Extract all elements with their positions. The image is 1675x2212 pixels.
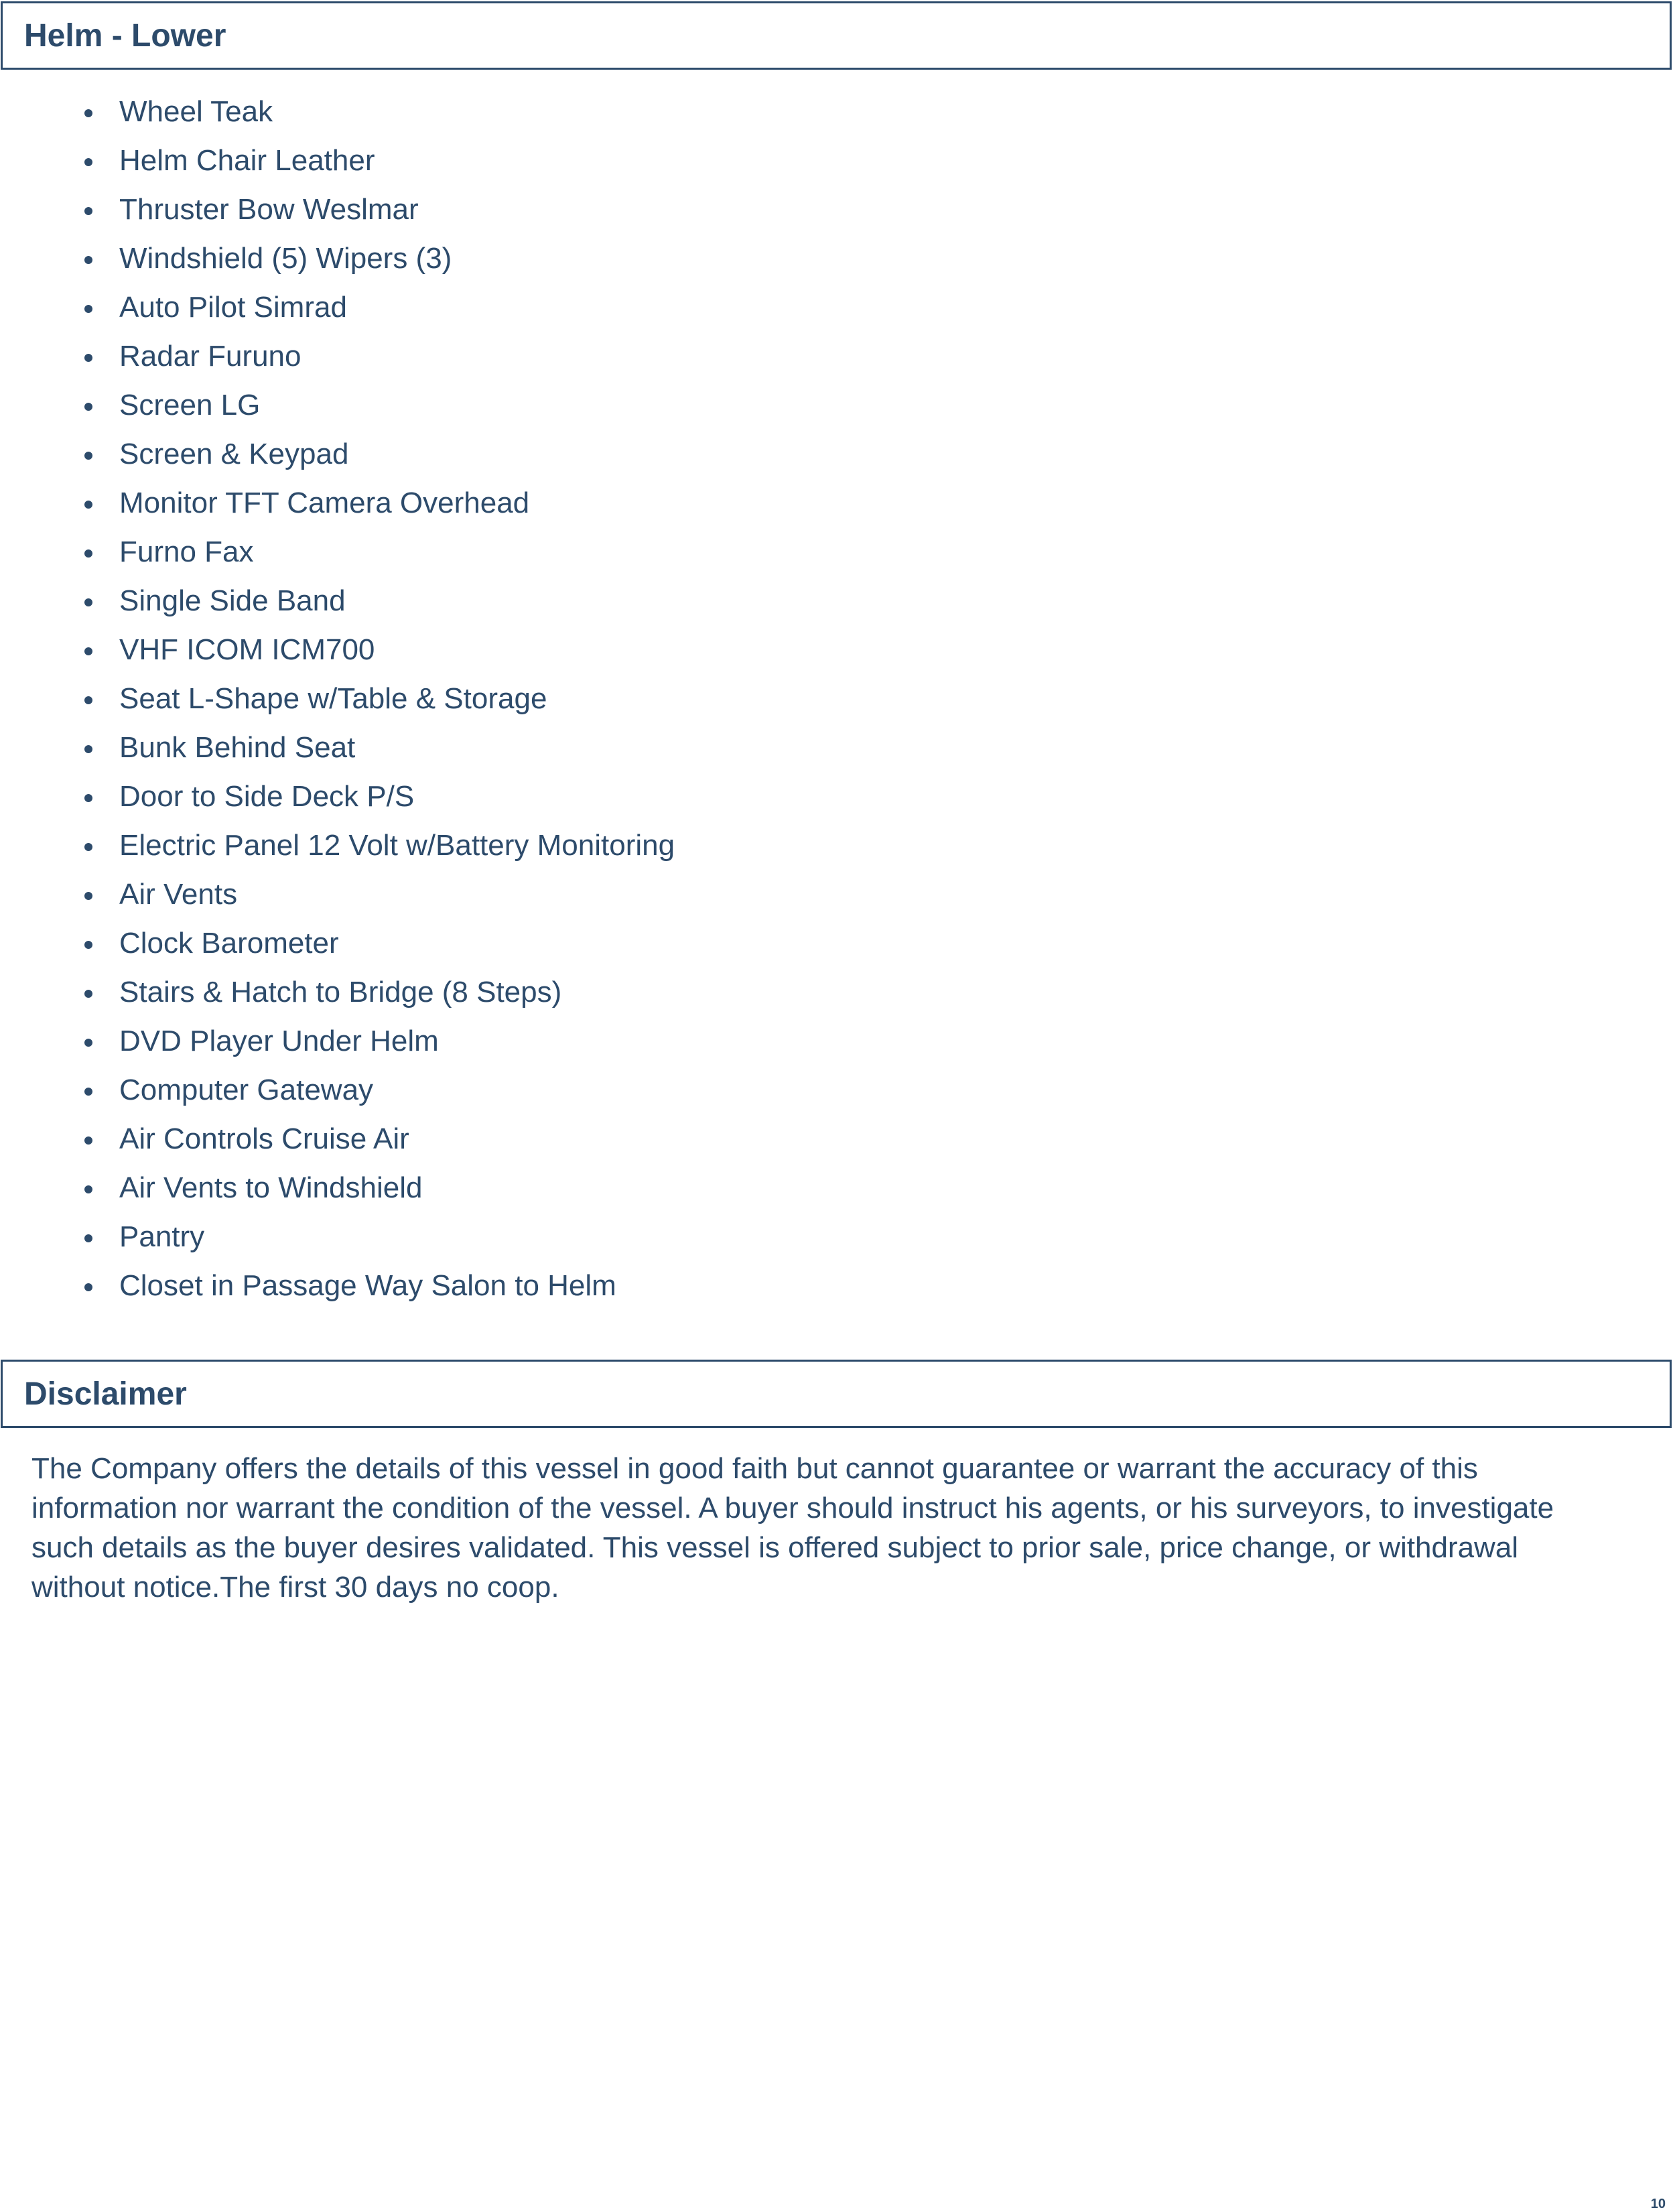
list-item-text: Monitor TFT Camera Overhead: [119, 486, 530, 519]
bullet-icon: [84, 305, 92, 313]
bullet-icon: [84, 794, 92, 802]
list-item-text: Thruster Bow Weslmar: [119, 193, 419, 226]
list-item-text: Helm Chair Leather: [119, 144, 375, 177]
bullet-icon: [84, 501, 92, 509]
bullet-icon: [84, 647, 92, 655]
list-item: [0, 723, 675, 772]
bullet-icon: [84, 207, 92, 215]
list-item-text: Screen & Keypad: [119, 438, 349, 470]
list-item-text: Wheel Teak: [119, 95, 273, 128]
disclaimer-line: information nor warrant the condition of the vessel. A buyer should instruct his agents, or his surveyors, to investigate: [31, 1492, 1554, 1524]
list-item-text: Computer Gateway: [119, 1074, 374, 1106]
disclaimer-title: Disclaimer: [24, 1376, 187, 1412]
list-item-text: Closet in Passage Way Salon to Helm: [119, 1269, 616, 1302]
list-item: [0, 185, 675, 234]
bullet-icon: [84, 158, 92, 166]
list-item: [0, 283, 675, 332]
disclaimer-line: such details as the buyer desires validated. This vessel is offered subject to prior sale, price change, or withdrawal: [31, 1531, 1519, 1564]
disclaimer-text: [31, 1449, 1639, 1607]
disclaimer-line: The Company offers the details of this vessel in good faith but cannot guarantee or warrant the accuracy of this: [31, 1452, 1478, 1485]
list-item: [0, 430, 675, 478]
list-item: [0, 625, 675, 674]
list-item-text: Auto Pilot Simrad: [119, 291, 347, 324]
bullet-icon: [84, 354, 92, 362]
list-item-text: Furno Fax: [119, 535, 254, 568]
disclaimer-header: [1, 1360, 1672, 1428]
list-item: [0, 821, 675, 870]
list-item-text: Seat L-Shape w/Table & Storage: [119, 682, 547, 715]
bullet-icon: [84, 1088, 92, 1096]
list-item: [0, 234, 675, 283]
bullet-icon: [84, 598, 92, 606]
list-item: [0, 674, 675, 723]
list-item: [0, 478, 675, 527]
list-item-text: Door to Side Deck P/S: [119, 780, 415, 813]
list-item-text: Air Vents to Windshield: [119, 1171, 423, 1204]
list-item: [0, 919, 675, 968]
list-item-text: DVD Player Under Helm: [119, 1025, 439, 1057]
bullet-icon: [84, 549, 92, 558]
list-item-text: Clock Barometer: [119, 927, 339, 960]
helm-lower-header: [1, 1, 1672, 70]
bullet-icon: [84, 696, 92, 704]
list-item: [0, 1065, 675, 1114]
helm-lower-title: Helm - Lower: [24, 17, 226, 54]
bullet-icon: [84, 843, 92, 851]
bullet-icon: [84, 745, 92, 753]
list-item-text: Radar Furuno: [119, 340, 302, 373]
bullet-icon: [84, 403, 92, 411]
list-item: [0, 870, 675, 919]
page-number: 10: [1650, 2197, 1666, 2211]
list-item: [0, 772, 675, 821]
list-item: [0, 381, 675, 430]
list-item-text: Windshield (5) Wipers (3): [119, 242, 452, 275]
list-item: [0, 1212, 675, 1261]
list-item: [0, 1017, 675, 1065]
bullet-icon: [84, 1185, 92, 1193]
bullet-icon: [84, 1234, 92, 1242]
bullet-icon: [84, 1283, 92, 1291]
bullet-icon: [84, 452, 92, 460]
list-item: [0, 1261, 675, 1310]
bullet-icon: [84, 941, 92, 949]
bullet-icon: [84, 892, 92, 900]
list-item: [0, 332, 675, 381]
list-item-text: Stairs & Hatch to Bridge (8 Steps): [119, 976, 562, 1009]
list-item-text: Electric Panel 12 Volt w/Battery Monitoring: [119, 829, 675, 862]
list-item: [0, 576, 675, 625]
list-item-text: Air Vents: [119, 878, 238, 911]
list-item-text: Single Side Band: [119, 584, 346, 617]
helm-equipment-list: [0, 87, 675, 1310]
list-item-text: VHF ICOM ICM700: [119, 633, 375, 666]
list-item: [0, 87, 675, 136]
bullet-icon: [84, 990, 92, 998]
list-item-text: Screen LG: [119, 389, 261, 421]
disclaimer-line: without notice.The first 30 days no coop.: [31, 1571, 559, 1604]
bullet-icon: [84, 256, 92, 264]
list-item: [0, 968, 675, 1017]
list-item-text: Bunk Behind Seat: [119, 731, 356, 764]
list-item: [0, 136, 675, 185]
list-item-text: Pantry: [119, 1220, 205, 1253]
list-item-text: Air Controls Cruise Air: [119, 1122, 409, 1155]
bullet-icon: [84, 109, 92, 117]
list-item: [0, 527, 675, 576]
list-item: [0, 1163, 675, 1212]
list-item: [0, 1114, 675, 1163]
bullet-icon: [84, 1136, 92, 1145]
bullet-icon: [84, 1039, 92, 1047]
